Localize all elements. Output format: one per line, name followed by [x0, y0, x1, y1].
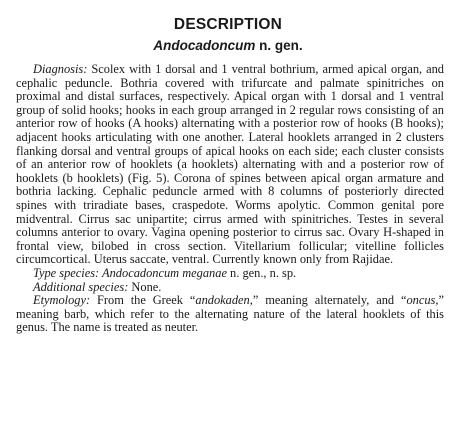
diagnosis-paragraph — [16, 63, 444, 267]
diagnosis-label: Diagnosis: — [33, 62, 88, 76]
type-species-name: Andocadoncum meganae — [99, 265, 227, 280]
additional-species-label: Additional species: — [33, 279, 129, 294]
genus-heading — [0, 38, 456, 53]
type-species-paragraph — [16, 267, 444, 281]
etymology-greek-word-1: andokaden, — [195, 293, 253, 308]
diagnosis-text: Scolex with 1 dorsal and 1 ventral bothrium, armed apical organ, and cephalic peduncle. Bothria covered with trifurcate and palmate spinitriches on proximal and distal surfaces, respectively. Apical organ with 1 dorsal and 1 ventral group of solid hooks; hooks in each group arranged in 2 regular rows consisting of an anterior row of hooks (A hooks) alternating with a posterior row of hooks (B hooks); adjacent hooks articulating with one another. Lateral hooklets arranged in 2 clusters flanking dorsal and ventral groups of apical hooks on each side; each cluster consists of an anterior row of hooklets (a hooklets) alternating with and a posterior row of hooklets (b hooklets) (Fig. 5). Corona of spines between apical organ armature and bothria lacking. Cephalic peduncle armed with 8 columns of posteriorly directed spines with triradiate bases, craspedote. Worms apolytic. Common genital pore midventral. Cirrus sac unipartite; cirrus armed with spinitriches. Testes in several columns anterior to ovary. Vagina opening posterior to cirrus sac. Ovary H-shaped in frontal view, bilobed in cross section. Vitellarium follicular; vitelline follicles circumcortical. Uterus saccate, ventral. Currently known only from Rajidae. — [16, 62, 444, 267]
section-heading: DESCRIPTION — [173, 16, 283, 33]
additional-species-text: None. — [128, 279, 162, 294]
etymology-greek-word-2: oncus, — [406, 293, 439, 308]
description-body — [16, 63, 444, 335]
type-species-suffix: n. gen., n. sp. — [226, 265, 297, 280]
additional-species-paragraph — [16, 281, 444, 295]
etymology-text-2: ” meaning alternately, and “ — [252, 293, 407, 308]
type-species-label: Type species: — [33, 265, 100, 280]
genus-name: Andocadoncum — [153, 38, 256, 53]
genus-suffix: n. gen. — [255, 38, 303, 53]
etymology-text-1: From the Greek “ — [90, 293, 196, 308]
etymology-label: Etymology: — [33, 293, 91, 308]
etymology-paragraph — [16, 294, 444, 335]
etymology-text-3: ” meaning barb, which refer to the alternating nature of the lateral hooklets of this genus. The name is treated as neuter. — [16, 293, 444, 335]
